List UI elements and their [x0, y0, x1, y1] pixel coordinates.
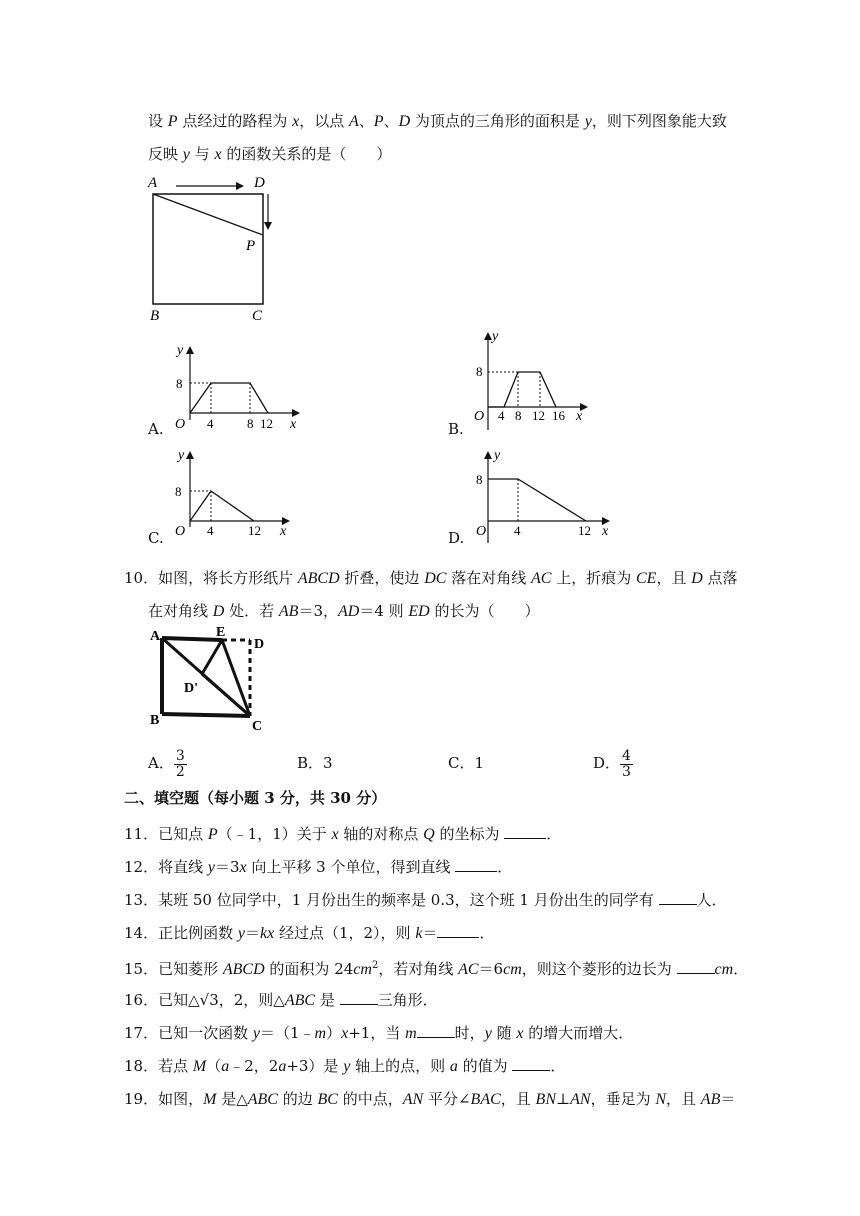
- y-tick: 8: [476, 472, 483, 487]
- origin-label: O: [175, 524, 186, 539]
- q16: 16．已知△√3，2，则△ABC 是 三角形．: [124, 991, 438, 1009]
- q9-option-c-label: C.: [148, 529, 164, 547]
- axis-y-label: y: [177, 343, 184, 358]
- section-title: 二、填空题（每小题 3 分，共 30 分）: [124, 789, 387, 807]
- q15: 15．已知菱形 ABCD 的面积为 $24cm^2$，若对角线 AC＝6cm，则这个菱形的边长为 cm．: [124, 960, 749, 978]
- q10-option-a: A． $\frac{3}{2}$: [148, 747, 185, 780]
- q9-line2: 反映 y 与 x 的函数关系的是（ ）: [148, 145, 392, 163]
- q9-option-a-label: A.: [148, 420, 164, 438]
- fig-label-B: B: [150, 308, 160, 324]
- q10-option-b: B．3: [297, 754, 333, 772]
- q11: 11．已知点 P（﹣1，1）关于 x 轴的对称点 Q 的坐标为 ．: [124, 825, 562, 843]
- fig-label-P: P: [246, 238, 256, 254]
- axis-y-label: y: [494, 448, 501, 463]
- q10-option-d: D． $\frac{4}{3}$: [593, 747, 631, 780]
- axis-y-label: y: [178, 448, 185, 463]
- q10-fold-figure: [142, 626, 282, 736]
- x-tick: 4: [207, 523, 214, 538]
- q10-line2: 在对角线 D 处．若 AB＝3，AD＝4 则 ED 的长为（ ）: [148, 602, 540, 620]
- x-tick: 8: [247, 416, 254, 431]
- y-tick: 8: [176, 376, 183, 391]
- answer-blank: [512, 1056, 550, 1071]
- answer-blank: [340, 990, 378, 1005]
- axis-x-label: x: [280, 524, 287, 539]
- x-tick: 8: [515, 408, 522, 423]
- q9-option-c-graph: [168, 443, 298, 543]
- q18: 18．若点 M（a﹣2，2a+3）是 y 轴上的点，则 a 的值为 ．: [124, 1057, 566, 1075]
- answer-blank: [417, 1023, 455, 1038]
- x-tick: 16: [552, 408, 565, 423]
- x-tick: 12: [578, 523, 591, 538]
- fig-label-Dprime: D': [184, 681, 198, 696]
- origin-label: O: [474, 409, 485, 424]
- q19: 19．如图，M 是△ABC 的边 BC 的中点，AN 平分∠BAC，且 BN⊥AN，垂足为 N，且 AB＝: [124, 1090, 736, 1108]
- x-tick: 12: [248, 523, 261, 538]
- axis-x-label: x: [576, 409, 583, 424]
- fig-label-A: A: [148, 175, 158, 191]
- origin-label: O: [175, 417, 186, 432]
- fig-label-C: C: [252, 719, 263, 734]
- answer-blank: [437, 923, 479, 938]
- q9-option-b-label: B.: [448, 420, 464, 438]
- q13: 13．某班 50 位同学中，1 月份出生的频率是 0.3，这个班 1 月份出生的同学有 人．: [124, 891, 727, 909]
- y-tick: 8: [175, 484, 182, 499]
- fig-label-B: B: [150, 713, 160, 728]
- axis-y-label: y: [492, 329, 499, 344]
- q10-line1: 10．如图，将长方形纸片 ABCD 折叠，使边 DC 落在对角线 AC 上，折痕为 CE，且 D 点落: [124, 569, 738, 587]
- fig-label-A: A: [150, 629, 161, 644]
- q9-option-b-graph: [466, 322, 596, 437]
- q9-option-d-label: D.: [448, 529, 465, 547]
- x-tick: 4: [207, 416, 214, 431]
- q14: 14．正比例函数 y＝kx 经过点（1，2），则 k＝ ．: [124, 924, 495, 942]
- fig-label-C: C: [252, 308, 263, 324]
- q12: 12．将直线 y＝3x 向上平移 3 个单位，得到直线 ．: [124, 858, 513, 876]
- fig-label-D: D: [254, 175, 265, 191]
- answer-blank: [504, 824, 546, 839]
- y-tick: 8: [476, 364, 483, 379]
- fig-label-E: E: [216, 626, 226, 640]
- q9-option-d-graph: [466, 443, 616, 543]
- answer-blank: [455, 857, 497, 872]
- x-tick: 12: [260, 416, 273, 431]
- q17: 17．已知一次函数 y＝（1﹣m）x+1，当 m 时，y 随 x 的增大而增大．: [124, 1024, 634, 1042]
- x-tick: 12: [532, 408, 545, 423]
- axis-x-label: x: [602, 524, 609, 539]
- answer-blank: [659, 890, 697, 905]
- q9-square-figure: [140, 170, 280, 325]
- answer-blank: [677, 959, 715, 974]
- q10-option-c: C．1: [448, 754, 485, 772]
- x-tick: 4: [514, 523, 521, 538]
- fig-label-D: D: [254, 637, 265, 652]
- x-tick: 4: [498, 408, 505, 423]
- axis-x-label: x: [290, 417, 297, 432]
- origin-label: O: [476, 524, 487, 539]
- q9-line1: 设 P 点经过的路程为 x，以点 A、P、D 为顶点的三角形的面积是 y，则下列图象能大致: [148, 112, 727, 130]
- q9-option-a-graph: [168, 338, 308, 438]
